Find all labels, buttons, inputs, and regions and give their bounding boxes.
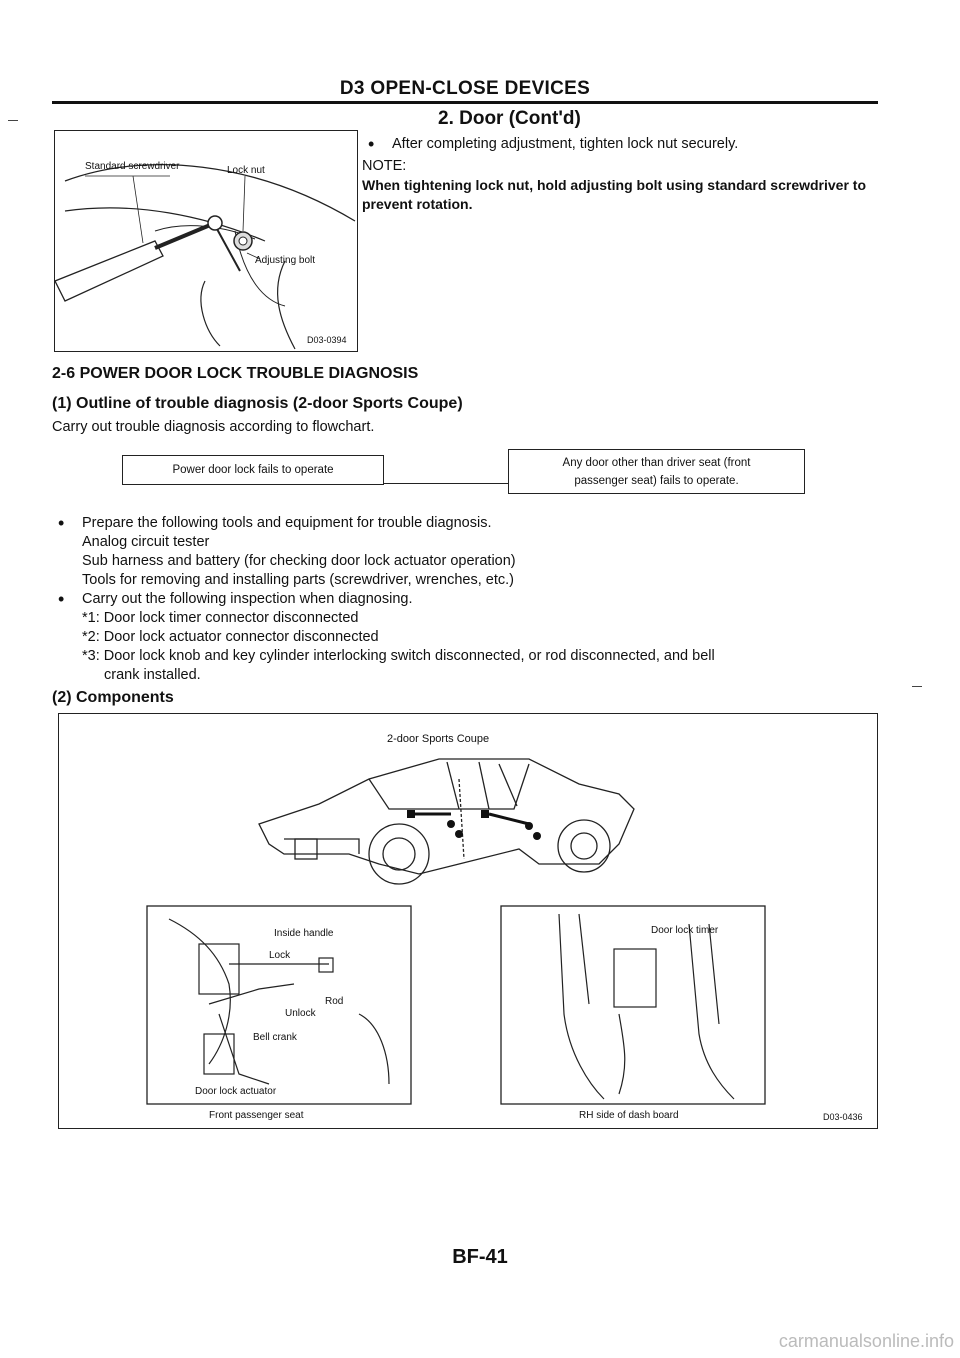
car-outline <box>259 759 634 884</box>
flow-connector <box>384 483 508 484</box>
preparation-list <box>52 514 882 685</box>
figure-code: D03-0394 <box>307 335 347 345</box>
page-subtitle: 2. Door (Cont'd) <box>438 108 581 129</box>
screwdriver-label: Standard screwdriver <box>85 161 180 172</box>
margin-tick <box>912 686 922 687</box>
car-label: 2-door Sports Coupe <box>387 733 490 745</box>
door-lock-timer-label: Door lock timer <box>651 925 719 936</box>
front-passenger-seat-caption: Front passenger seat <box>209 1110 304 1121</box>
prep-item-2: Sub harness and battery (for checking door lock actuator operation) <box>82 553 516 569</box>
note-label: NOTE: <box>362 158 407 174</box>
check-item-1: *1: Door lock timer connector disconnected <box>82 610 359 626</box>
check-item-3-cont: crank installed. <box>104 667 201 683</box>
inside-handle-label: Inside handle <box>274 928 334 939</box>
margin-tick <box>8 120 18 121</box>
components-illustration <box>59 714 877 1128</box>
note-text: When tightening lock nut, hold adjusting bolt using standard screwdriver to prevent rotation. <box>362 177 867 212</box>
adjustment-bullet: • After completing adjustment, tighten lock nut securely. <box>362 135 878 154</box>
watermark: carmanualsonline.info <box>778 1331 954 1351</box>
lock-label: Lock <box>269 950 291 961</box>
intro-text: Carry out trouble diagnosis according to flowchart. <box>52 419 375 435</box>
door-lock-actuator-label: Door lock actuator <box>195 1086 277 1097</box>
flow-box-condition-line1: Any door other than driver seat (front <box>562 457 751 469</box>
bell-crank-label: Bell crank <box>253 1032 297 1043</box>
page-number: BF-41 <box>452 1246 508 1268</box>
prep-bullet-1: • Prepare the following tools and equipment for trouble diagnosis. <box>52 514 882 533</box>
prep-item-1: Analog circuit tester <box>82 534 210 550</box>
outline-heading: (1) Outline of trouble diagnosis (2-door Sports Coupe) <box>52 395 463 412</box>
unlock-label: Unlock <box>285 1008 316 1019</box>
section-header: D3 OPEN-CLOSE DEVICES <box>339 78 591 99</box>
lock-link-marks <box>411 814 529 824</box>
dash-board-detail-frame <box>501 906 765 1104</box>
locknut-label: Lock nut <box>227 165 265 176</box>
adjusting-bolt-label: Adjusting bolt <box>255 255 316 266</box>
flow-box-condition-line2: passenger seat) fails to operate. <box>574 475 739 487</box>
rod-label: Rod <box>325 996 344 1007</box>
check-item-2: *2: Door lock actuator connector disconnected <box>82 629 379 645</box>
section-title: 2-6 POWER DOOR LOCK TROUBLE DIAGNOSIS <box>52 365 419 382</box>
components-figure <box>58 713 878 1129</box>
dash-board-caption: RH side of dash board <box>579 1110 679 1121</box>
adjusting-bolt-illustration <box>55 131 357 351</box>
header-rule <box>52 101 878 104</box>
adjustment-text <box>362 135 878 214</box>
components-heading: (2) Components <box>52 689 174 706</box>
check-item-3: *3: Door lock knob and key cylinder interlocking switch disconnected, or rod disconnected, and bell <box>82 648 715 664</box>
prep-bullet-2: • Carry out the following inspection when diagnosing. <box>52 590 882 609</box>
flow-box-condition <box>508 449 805 494</box>
adjusting-bolt-figure <box>54 130 358 352</box>
passenger-seat-detail-drawing <box>169 919 389 1084</box>
prep-item-3: Tools for removing and installing parts (screwdriver, wrenches, etc.) <box>82 572 514 588</box>
dash-board-detail-drawing <box>559 914 734 1099</box>
flow-box-symptom: Power door lock fails to operate <box>122 455 384 485</box>
components-figure-code: D03-0436 <box>823 1112 863 1122</box>
